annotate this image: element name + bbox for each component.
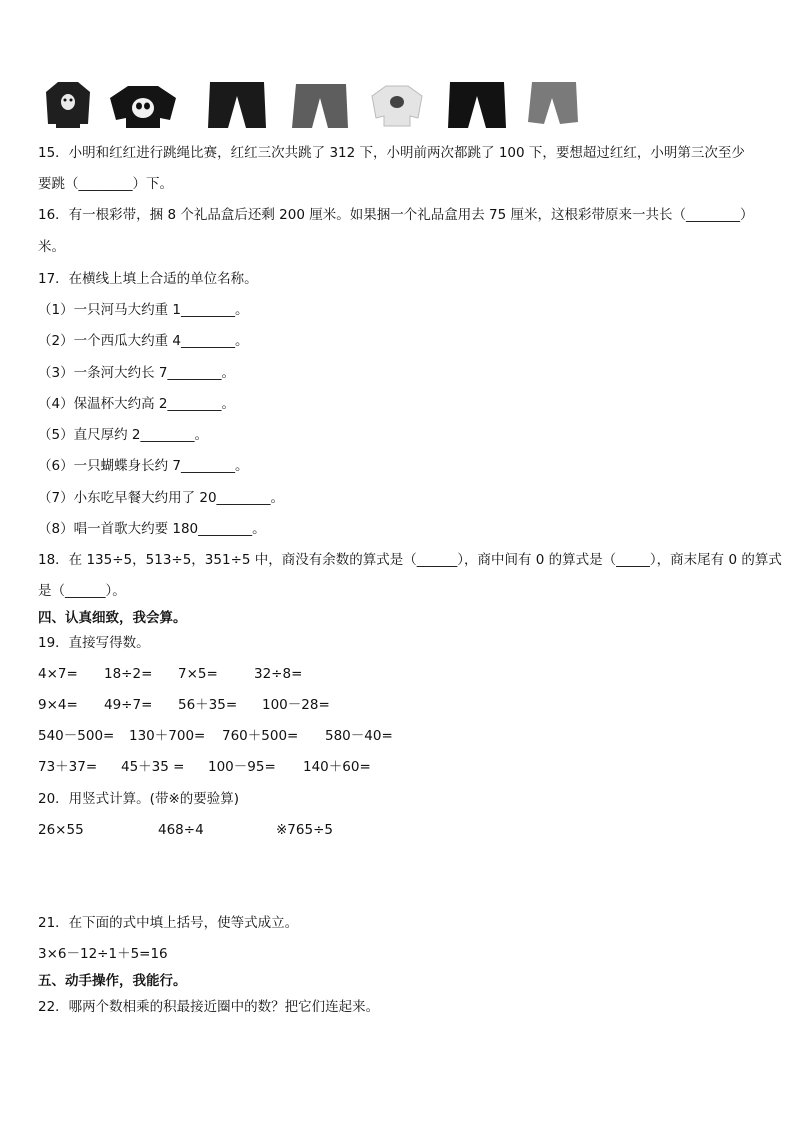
clothes-image-row xyxy=(44,78,584,134)
sweater-panda-icon xyxy=(108,78,178,130)
q17-item: （7）小东吃早餐大约用了 20________。 xyxy=(38,490,285,506)
q19-title: 19．直接写得数。 xyxy=(38,635,150,651)
calc-cell: 760＋500= xyxy=(222,728,299,744)
calc-cell: 18÷2= xyxy=(104,666,153,682)
q17-item: （8）唱一首歌大约要 180________。 xyxy=(38,521,266,537)
q16-line1: 16．有一根彩带，捆 8 个礼品盒后还剩 200 厘米。如果捆一个礼品盒用去 75 厘米，这根彩带原来一共长（________） xyxy=(38,207,754,223)
calc-cell: 73＋37= xyxy=(38,759,98,775)
q17-title: 17．在横线上填上合适的单位名称。 xyxy=(38,271,258,287)
q17-item: （5）直尺厚约 2________。 xyxy=(38,427,208,443)
q15-line2: 要跳（________）下。 xyxy=(38,176,173,192)
calc-cell: 4×7= xyxy=(38,666,78,682)
calc-cell: 540－500= xyxy=(38,728,115,744)
calc-cell: 7×5= xyxy=(178,666,218,682)
calc-cell: 580－40= xyxy=(325,728,393,744)
calc-cell: 130＋700= xyxy=(129,728,206,744)
q18-line1: 18．在 135÷5，513÷5，351÷5 中，商没有余数的算式是（______），商中间有 0 的算式是（_____），商末尾有 0 的算式 xyxy=(38,552,782,568)
pants-dark-icon xyxy=(206,78,268,130)
calc-cell: 140＋60= xyxy=(303,759,371,775)
q21-expression: 3×6－12÷1＋5=16 xyxy=(38,946,168,962)
sweater-light-icon xyxy=(370,78,424,130)
calc-cell: 32÷8= xyxy=(254,666,303,682)
q17-item: （2）一个西瓜大约重 4________。 xyxy=(38,333,249,349)
sweater-dark-icon xyxy=(44,78,92,130)
section-5-heading: 五、动手操作，我能行。 xyxy=(38,973,187,989)
vertical-calc-item: ※765÷5 xyxy=(276,822,333,838)
calc-cell: 56＋35= xyxy=(178,697,238,713)
q21-title: 21．在下面的式中填上括号，使等式成立。 xyxy=(38,915,299,931)
calc-cell: 100－28= xyxy=(262,697,330,713)
q17-item: （4）保温杯大约高 2________。 xyxy=(38,396,235,412)
q15-line1: 15．小明和红红进行跳绳比赛，红红三次共跳了 312 下，小明前两次都跳了 100 下，要想超过红红，小明第三次至少 xyxy=(38,145,745,161)
calc-cell: 100－95= xyxy=(208,759,276,775)
q17-item: （6）一只蝴蝶身长约 7________。 xyxy=(38,458,249,474)
calc-cell: 9×4= xyxy=(38,697,78,713)
q17-item: （1）一只河马大约重 1________。 xyxy=(38,302,249,318)
vertical-calc-item: 26×55 xyxy=(38,822,84,838)
q18-line2: 是（______）。 xyxy=(38,583,126,599)
shorts-gray-icon xyxy=(524,78,580,130)
calc-cell: 45＋35 = xyxy=(121,759,185,775)
q22-title: 22．哪两个数相乘的积最接近圈中的数？把它们连起来。 xyxy=(38,999,380,1015)
calc-cell: 49÷7= xyxy=(104,697,153,713)
section-4-heading: 四、认真细致，我会算。 xyxy=(38,610,187,626)
q20-title: 20．用竖式计算。(带※的要验算) xyxy=(38,791,240,807)
q16-line2: 米。 xyxy=(38,239,65,255)
vertical-calc-item: 468÷4 xyxy=(158,822,204,838)
pants-black-icon xyxy=(446,78,508,130)
q17-item: （3）一条河大约长 7________。 xyxy=(38,365,235,381)
pants-gray-icon xyxy=(290,78,350,130)
